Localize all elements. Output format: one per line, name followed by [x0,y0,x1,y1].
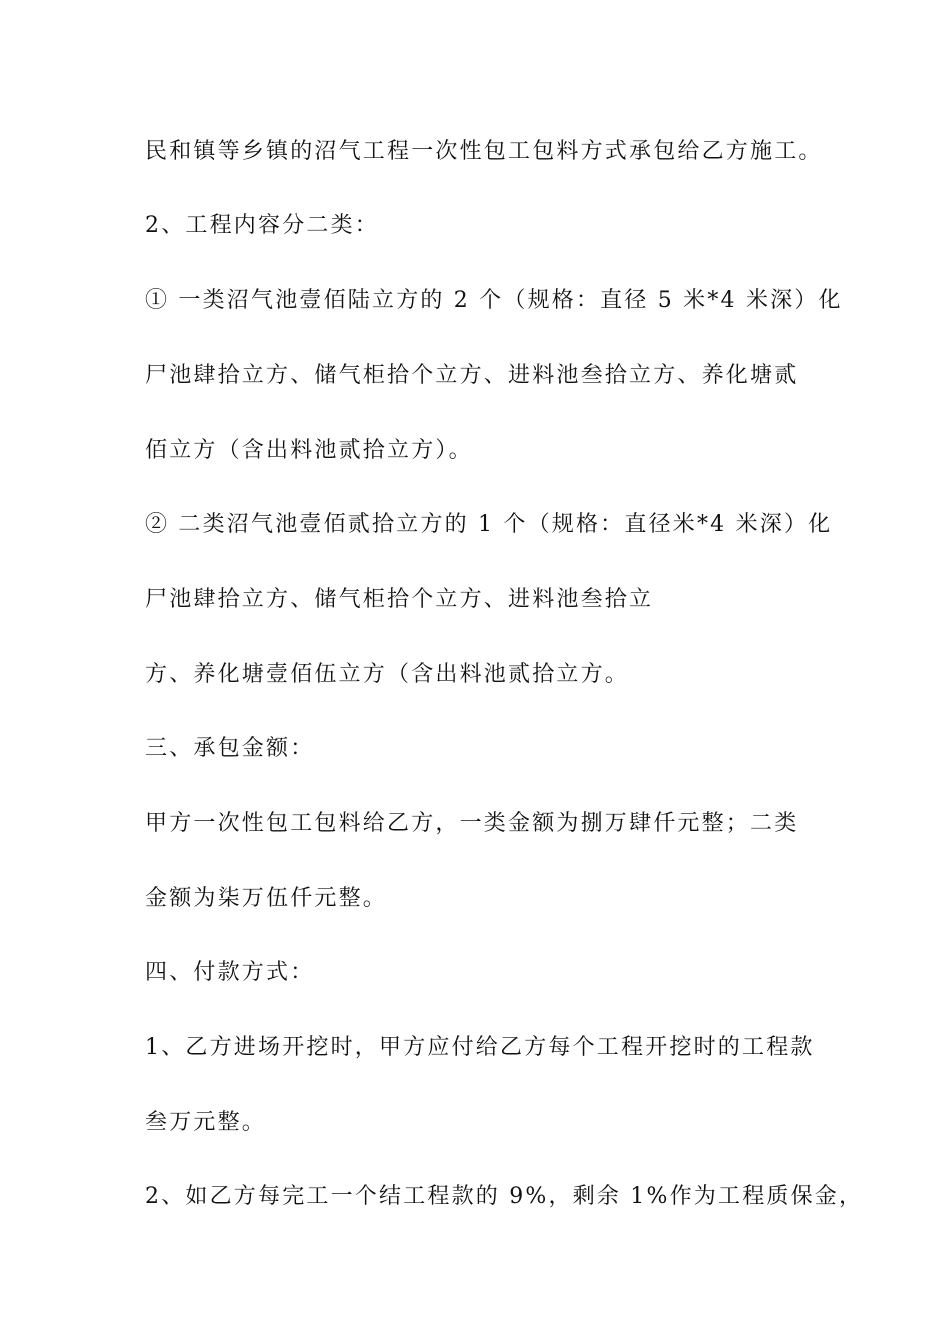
text-line: 三、承包金额： [145,736,315,761]
text-line: 方、养化塘壹佰伍立方（含出料池贰拾立方。 [145,662,630,687]
text-line: 尸池肆拾立方、储气柜拾个立方、进料池叁拾立 [145,587,654,612]
text-line: 叁万元整。 [145,1110,267,1135]
text-line: 四、付款方式： [145,960,315,985]
text-line: 尸池肆拾立方、储气柜拾个立方、进料池叁拾立方、养化塘贰 [145,363,799,388]
text-line: ② 二类沼气池壹佰贰拾立方的 1 个（规格：直径米*4 米深）化 [145,512,833,537]
text-line: 佰立方（含出料池贰拾立方）。 [145,438,473,463]
text-line: 民和镇等乡镇的沼气工程一次性包工包料方式承包给乙方施工。 [145,139,823,164]
text-line: 甲方一次性包工包料给乙方，一类金额为捌万肆仟元整；二类 [145,811,799,836]
text-line: 金额为柒万伍仟元整。 [145,886,388,911]
text-line: 1、乙方进场开挖时，甲方应付给乙方每个工程开挖时的工程款 [145,1035,815,1060]
text-line: 2、如乙方每完工一个结工程款的 9%，剩余 1%作为工程质保金， [145,1184,864,1209]
text-line: ① 一类沼气池壹佰陆立方的 2 个（规格：直径 5 米*4 米深）化 [145,288,843,313]
text-line: 2、工程内容分二类： [145,213,379,238]
